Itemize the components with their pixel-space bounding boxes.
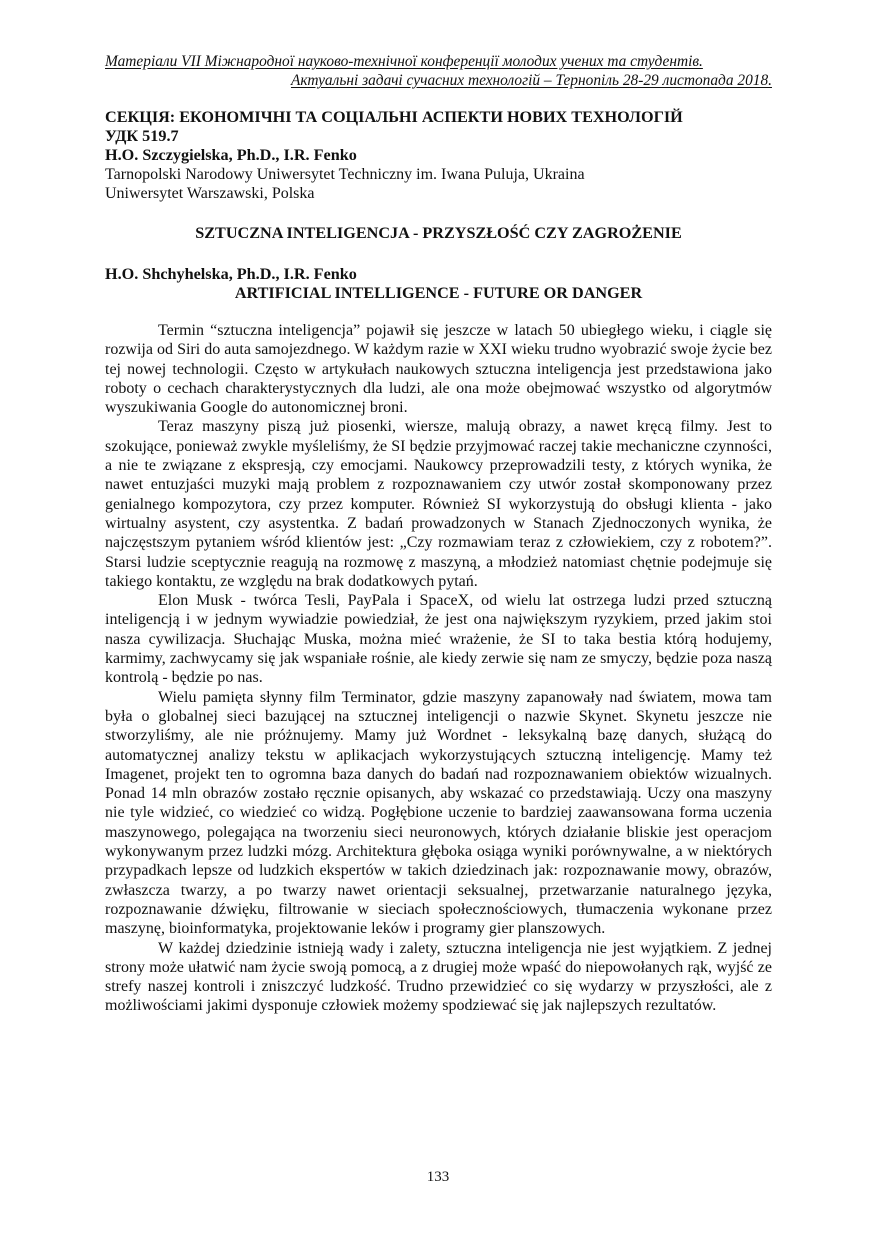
paragraph-5: W każdej dziedzinie istnieją wady i zalety, sztuczna inteligencja nie jest wyjątkiem. Z jednej strony może ułatwić nam życie swoją pomocą, a z drugiej może wpaść do niepowołanych rąk, wyjść ze strefy naszej kontroli i zniszczyć ludzkość. Trudno przewidzieć co się wydarzy w przyszłości, ale z możliwościami jakimi dysponuje człowiek możemy spodziewać się jak najlepszych rezultatów.: [105, 939, 772, 1015]
running-header-line-1: Матеріали VII Міжнародної науково-технічної конференції молодих учених та студентів.: [105, 53, 703, 70]
udk-code: УДК 519.7: [105, 127, 179, 145]
affiliation-1: Tarnopolski Narodowy Uniwersytet Techniczny im. Iwana Puluja, Ukraina: [105, 166, 585, 183]
paragraph-2: Teraz maszyny piszą już piosenki, wiersze, malują obrazy, a nawet kręcą filmy. Jest to szokujące, ponieważ zwykle myśleliśmy, że SI będzie przyjmować raczej takie mechaniczne czynności, a nie te związane z ekspresją, czy emocjami. Naukowcy przeprowadzili testy, z których wynika, że nawet entuzjaści muzyki mają problem z rozpoznawaniem czy utwór został skomponowany przez genialnego kompozytora, czy przez komputer. Również SI wykorzystują do obsługi klienta - jako wirtualny asystent, czy asystentka. Z badań prowadzonych w Stanach Zjednoczonych wynika, że najczęstszym pytaniem wśród klientów jest: „Czy rozmawiam teraz z człowiekiem, czy z robotem?”. Starsi ludzie sceptycznie reagują na rozmowę z maszyną, a młodzież natomiast chętnie podejmuje się takiego kontaktu, ze względu na brak dodatkowych pytań.: [105, 418, 772, 590]
running-header-line-2: Актуальні задачі сучасних технологій – Тернопіль 28-29 листопада 2018.: [290, 72, 772, 89]
affiliation-2: Uniwersytet Warszawski, Polska: [105, 185, 315, 202]
paragraph-3: Elon Musk - twórca Tesli, PayPala i SpaceX, od wielu lat ostrzega ludzi przed sztuczną inteligencją i w jednym wywiadzie powiedział, że jest ona największym ryzykiem, przed jakim stoi nasza cywilizacja. Słuchając Muska, można mieć wrażenie, że SI to taka bestia którą hodujemy, karmimy, zachwycamy się jak wspaniałe rośnie, ale kiedy zerwie się nam ze smyczy, będzie poza naszą kontrolą - będzie po nas.: [105, 592, 772, 687]
paper-title-english: ARTIFICIAL INTELLIGENCE - FUTURE OR DANGER: [234, 284, 643, 302]
page-number: 133: [426, 1169, 450, 1185]
paragraph-1: Termin “sztuczna inteligencja” pojawił się jeszcze w latach 50 ubiegłego wieku, i ciągle się rozwija od Siri do auta samojezdnego. W każdym razie w XXI wieku trudno wyobrazić swoje życie bez tej nowej technologii. Często w artykułach naukowych sztuczna inteligencja jest przedstawiona jako roboty o cechach charakterystycznych dla ludzi, ale ona może obejmować wszystko od algorytmów wyszukiwania Google do autonomicznej broni.: [105, 322, 772, 417]
body-text: [105, 321, 772, 1016]
paragraph-4: Wielu pamięta słynny film Terminator, gdzie maszyny zapanowały nad światem, mowa tam była o globalnej sieci bazującej na sztucznej inteligencji o nazwie Skynet. Skynetu jeszcze nie stworzyliśmy, ale nie próżnujemy. Mamy już Wordnet - leksykalną bazę danych, służącą do automatycznej analizy tekstu w aplikacjach wykorzystujących sztuczną inteligencję. Mamy też Imagenet, projekt ten to ogromna baza danych do badań nad rozpoznawaniem obiektów wizualnych. Ponad 14 mln obrazów zostało ręcznie opisanych, aby wskazać co przedstawiają. Uczy ona maszyny nie tyle widzieć, co wiedzieć co widzą. Pogłębione uczenie to bardziej zaawansowana forma uczenia maszynowego, polegająca na tworzeniu sieci neuronowych, których działanie bliskie jest operacjom wykonywanym przez ludzki mózg. Architektura głęboka osiąga wyniki porównywalne, a w niektórych przypadkach lepsze od ludzkich ekspertów w takich dziedzinach jak: rozpoznawanie mowy, obrazów, zwłaszcza twarzy, a po twarzy nawet orientacji seksualnej, przetwarzanie naturalnego języka, rozpoznawanie dźwięku, filtrowanie w sieciach społecznościowych, tłumaczenia wykonane przez maszynę, bioinformatyka, projektowanie leków i programy gier planszowych.: [105, 688, 772, 938]
authors-english: H.O. Shchyhelska, Ph.D., I.R. Fenko: [105, 265, 357, 283]
section-heading: СЕКЦІЯ: ЕКОНОМІЧНІ ТА СОЦІАЛЬНІ АСПЕКТИ НОВИХ ТЕХНОЛОГІЙ: [105, 108, 683, 126]
paper-page: [105, 52, 772, 1016]
authors-polish: H.O. Szczygielska, Ph.D., I.R. Fenko: [105, 146, 357, 164]
paper-title-polish: SZTUCZNA INTELIGENCJA - PRZYSZŁOŚĆ CZY ZAGROŻENIE: [195, 224, 682, 242]
